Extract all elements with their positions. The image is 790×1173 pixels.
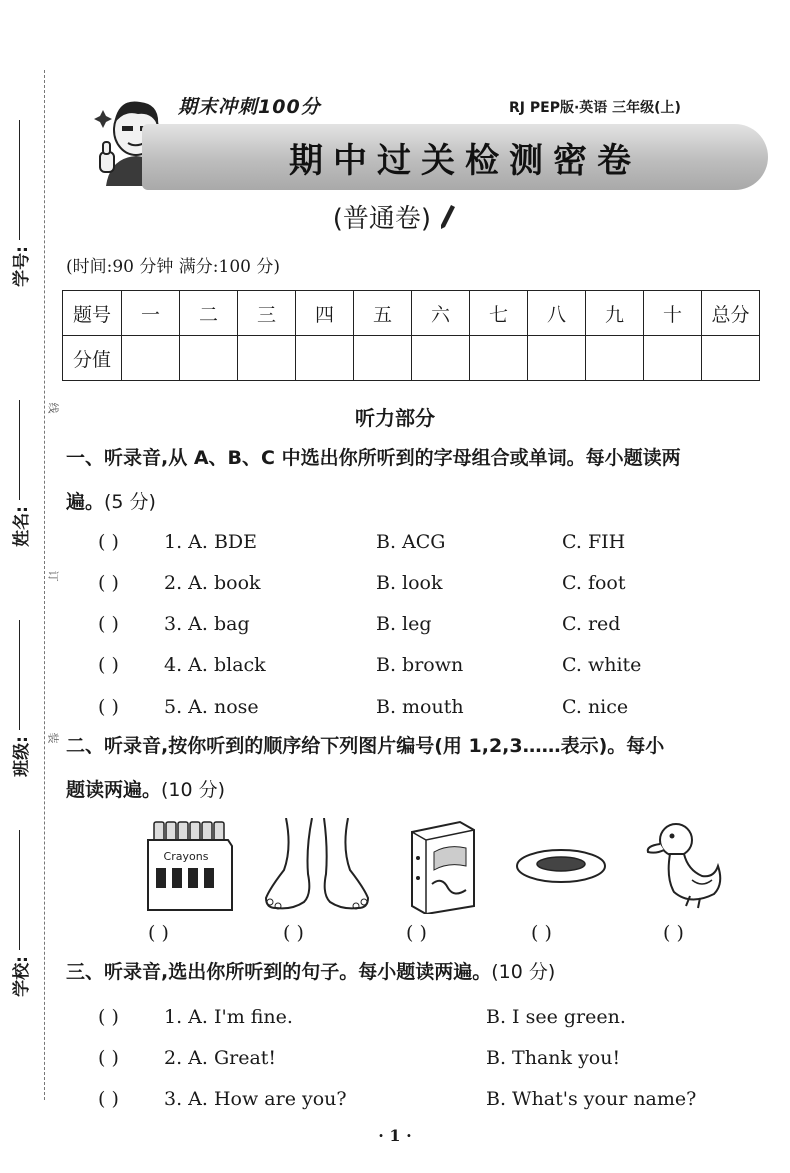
picture-answer-blank[interactable]: ( ): [531, 922, 552, 944]
answer-blank[interactable]: ( ): [98, 654, 119, 676]
option-b: B. brown: [376, 654, 464, 676]
title-banner: [142, 124, 768, 190]
score-cell[interactable]: [586, 336, 644, 381]
plate-icon: [514, 818, 608, 914]
header-label-cell: 题号: [63, 291, 122, 336]
picture-answer-blank[interactable]: ( ): [148, 922, 169, 944]
time-info: (时间:90 分钟 满分:100 分): [66, 257, 281, 277]
answer-blank[interactable]: ( ): [98, 531, 119, 553]
column-header: 五: [354, 291, 412, 336]
column-header: 一: [122, 291, 180, 336]
q2-points: (10 分): [161, 779, 226, 801]
binding-mark-bind: 装: [46, 732, 60, 744]
picture-answer-blank[interactable]: ( ): [283, 922, 304, 944]
option-a: 3. A. bag: [164, 613, 250, 635]
answer-blank[interactable]: ( ): [98, 1088, 119, 1110]
option-c: C. red: [562, 613, 621, 635]
column-header: 三: [238, 291, 296, 336]
option-c: C. white: [562, 654, 642, 676]
column-header: 四: [296, 291, 354, 336]
column-header: 二: [180, 291, 238, 336]
score-cell[interactable]: [528, 336, 586, 381]
brand-name: 期末冲刺100分: [178, 96, 321, 118]
class-field[interactable]: [4, 620, 34, 783]
score-cell[interactable]: [180, 336, 238, 381]
picture-answer-blank[interactable]: ( ): [406, 922, 427, 944]
column-header: 总分: [702, 291, 760, 336]
option-a: 1. A. I'm fine.: [164, 1006, 293, 1028]
score-cell[interactable]: [470, 336, 528, 381]
score-cell[interactable]: [354, 336, 412, 381]
option-b: B. leg: [376, 613, 432, 635]
option-a: 5. A. nose: [164, 696, 259, 718]
subtitle-text: (普通卷): [332, 204, 432, 234]
option-b: B. Thank you!: [486, 1047, 621, 1069]
page-number: · 1 ·: [378, 1126, 412, 1145]
option-b: B. look: [376, 572, 443, 594]
binding-mark-staple: 订: [46, 570, 60, 582]
answer-blank[interactable]: ( ): [98, 1047, 119, 1069]
picture-answer-blank[interactable]: ( ): [663, 922, 684, 944]
option-a: 4. A. black: [164, 654, 266, 676]
edition-label: RJ PEP版·英语 三年级(上): [509, 100, 681, 116]
class-label: 班级:: [11, 736, 32, 777]
column-header: 七: [470, 291, 528, 336]
score-cell[interactable]: [238, 336, 296, 381]
school-field[interactable]: [4, 830, 34, 1003]
crayons-box-icon: [142, 818, 234, 914]
answer-blank[interactable]: ( ): [98, 613, 119, 635]
answer-blank[interactable]: ( ): [98, 572, 119, 594]
score-cell[interactable]: [644, 336, 702, 381]
score-cell[interactable]: [412, 336, 470, 381]
score-cell[interactable]: [122, 336, 180, 381]
crayons-caption: Crayons: [163, 850, 209, 863]
q2-title: [66, 724, 664, 812]
column-header: 八: [528, 291, 586, 336]
column-header: 九: [586, 291, 644, 336]
q3-title: [66, 950, 555, 994]
option-c: C. nice: [562, 696, 629, 718]
option-b: B. mouth: [376, 696, 464, 718]
listening-section-heading: 听力部分: [355, 406, 435, 430]
column-header: 六: [412, 291, 470, 336]
q3-points: (10 分): [491, 961, 556, 983]
q2-title-line2: 题读两遍。(10 分): [66, 779, 226, 801]
school-label: 学校:: [11, 956, 32, 997]
q3-title-text: 三、听录音,选出你所听到的句子。每小题读两遍。: [66, 961, 492, 983]
option-a: 1. A. BDE: [164, 531, 258, 553]
name-label: 姓名:: [11, 506, 32, 547]
q1-points: (5 分): [104, 491, 156, 513]
option-a: 2. A. Great!: [164, 1047, 277, 1069]
feet-icon: [262, 818, 372, 914]
option-c: C. FIH: [562, 531, 626, 553]
score-table-header-row: [63, 291, 760, 336]
student-number-label: 学号:: [11, 246, 32, 287]
score-table: [62, 290, 760, 381]
score-cell[interactable]: [702, 336, 760, 381]
value-label-cell: 分值: [63, 336, 122, 381]
q1-title: [66, 436, 681, 524]
option-a: 3. A. How are you?: [164, 1088, 347, 1110]
q1-title-line1: 一、听录音,从 A、B、C 中选出你所听到的字母组合或单词。每小题读两: [66, 447, 681, 469]
cereal-box-icon: [408, 818, 478, 914]
option-a: 2. A. book: [164, 572, 261, 594]
duck-icon: [644, 818, 728, 914]
pencil-icon: [439, 203, 457, 231]
score-table-value-row: [63, 336, 760, 381]
answer-blank[interactable]: ( ): [98, 696, 119, 718]
option-b: B. ACG: [376, 531, 446, 553]
option-b: B. What's your name?: [486, 1088, 697, 1110]
exam-title: 期中过关检测密卷: [289, 140, 641, 181]
q1-title-line2: 遍。(5 分): [66, 491, 156, 513]
score-cell[interactable]: [296, 336, 354, 381]
option-b: B. I see green.: [486, 1006, 626, 1028]
column-header: 十: [644, 291, 702, 336]
q2-title-line1: 二、听录音,按你听到的顺序给下列图片编号(用 1,2,3……表示)。每小: [66, 735, 665, 757]
exam-subtitle: [0, 198, 790, 235]
option-c: C. foot: [562, 572, 626, 594]
binding-mark-line: 线: [46, 402, 60, 414]
answer-blank[interactable]: ( ): [98, 1006, 119, 1028]
